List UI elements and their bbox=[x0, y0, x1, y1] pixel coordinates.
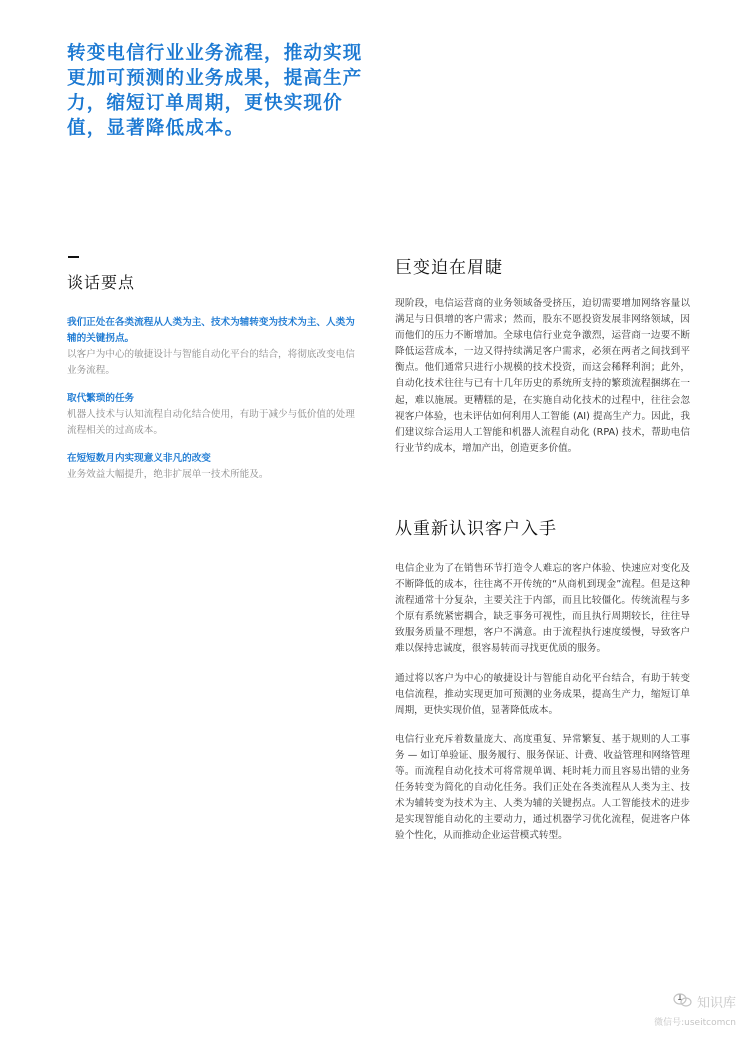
key-point-heading: 我们正处在各类流程从人类为主、技术为辅转变为技术为主、人类为辅的关键拐点。 bbox=[67, 317, 355, 344]
section-rethink-customer bbox=[395, 514, 690, 858]
body-paragraph: 电信企业为了在销售环节打造令人难忘的客户体验、快速应对变化及不断降低的成本，往往离不开传统的“从商机到现金”流程。但是这种流程通常十分复杂，主要关注于内部，而且比较僵化。传统流程与多个原有系统紧密耦合，缺乏事务可视性，而且执行周期较长，往往导致服务质量不理想，客户不满意。由于流程执行速度缓慢，导致客户难以保持忠诚度，很容易转而寻找更优质的服务。 bbox=[395, 563, 690, 655]
watermark-id: 微信号:useitcomcn bbox=[654, 1018, 736, 1028]
wechat-icon bbox=[673, 993, 693, 1011]
watermark bbox=[654, 992, 736, 1028]
body-paragraph: 通过将以客户为中心的敏捷设计与智能自动化平台结合，有助于转变电信流程，推动实现更加可预测的业务成果，提高生产力，缩短订单周期，更快实现价值，显著降低成本。 bbox=[395, 672, 690, 716]
section-heading: 巨变迫在眉睫 bbox=[395, 258, 503, 278]
key-points-title: 谈话要点 bbox=[67, 273, 136, 292]
section-divider bbox=[68, 256, 79, 258]
key-point-heading: 在短短数月内实现意义非凡的改变 bbox=[67, 453, 211, 464]
body-paragraph: 电信行业充斥着数量庞大、高度重复、异常繁复、基于规则的人工事务 — 如订单验证、服务履行、服务保证、计费、收益管理和网络管理等。而流程自动化技术可将常规单调、耗时耗力而且容易出错的业务任务转变为简化的自动化任务。我们正处在各类流程从人类为主、技术为辅转变为技术为主、人类为辅的关键拐点。人工智能技术的进步是实现智能自动化的主要动力，通过机器学习优化流程，促进客户体验个性化，从而推动企业运营模式转型。 bbox=[395, 733, 690, 842]
key-point-2 bbox=[67, 391, 363, 439]
key-point-3 bbox=[67, 451, 363, 483]
section-heading: 从重新认识客户入手 bbox=[395, 519, 557, 539]
key-point-heading: 取代繁琐的任务 bbox=[67, 393, 135, 404]
hero-statement: 转变电信行业业务流程，推动实现更加可预测的业务成果，提高生产力，缩短订单周期，更快实现价值，显著降低成本。 bbox=[67, 43, 363, 139]
watermark-brand: 知识库 bbox=[696, 996, 736, 1011]
page-number: 1 bbox=[677, 993, 683, 1003]
key-point-body: 以客户为中心的敏捷设计与智能自动化平台的结合，将彻底改变电信业务流程。 bbox=[67, 349, 355, 376]
section-imminent-change bbox=[395, 253, 690, 470]
key-point-body: 机器人技术与认知流程自动化结合使用，有助于减少与低价值的处理流程相关的过高成本。 bbox=[67, 409, 355, 436]
key-point-body: 业务效益大幅提升，绝非扩展单一技术所能及。 bbox=[67, 469, 269, 480]
body-paragraph: 现阶段，电信运营商的业务领域备受挤压，迫切需要增加网络容量以满足与日俱增的客户需求；然而，股东不愿投资发展非网络领域，因而他们的压力不断增加。全球电信行业竞争激烈，运营商一边要不断降低运营成本，一边又得持续满足客户需求，必须在两者之间找到平衡点。他们通常只进行小规模的技术投资，而这会稀释利润；此外，自动化技术往往与已有十几年历史的系统所支持的繁琐流程捆绑在一起，难以施展。更糟糕的是，在实施自动化技术的过程中，往往会忽视客户体验，也未评估如何利用人工智能 (AI) 提高生产力。因此，我们建议综合运用人工智能和机器人流程自动化 (RPA) 技术，帮助电信行业节约成本，增加产出，创造更多价值。 bbox=[395, 298, 690, 454]
key-point-1 bbox=[67, 315, 363, 379]
